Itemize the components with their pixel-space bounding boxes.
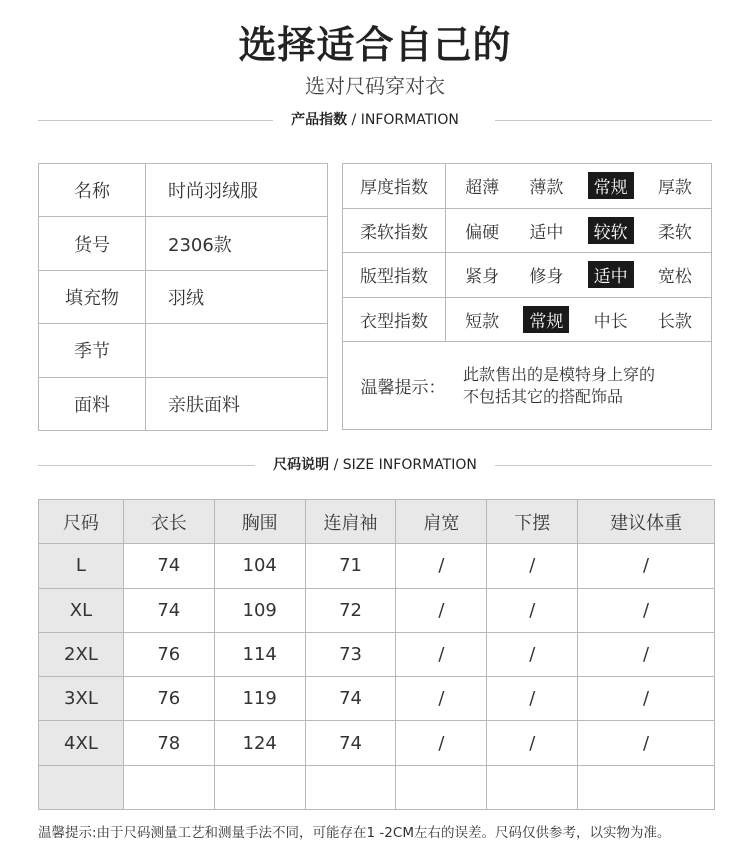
info-row	[39, 324, 328, 377]
size-value-cell: 109	[214, 588, 305, 632]
index-label: 柔软指数	[343, 209, 446, 253]
size-value-cell: /	[578, 544, 715, 588]
product-section-label-en: / INFORMATION	[347, 112, 459, 128]
size-value-cell: /	[396, 544, 487, 588]
index-label: 厚度指数	[343, 164, 446, 208]
index-option: 偏硬	[465, 222, 500, 243]
index-option: 修身	[529, 267, 564, 288]
size-label-cell	[39, 765, 124, 809]
size-value-cell	[305, 765, 396, 809]
index-option: 超薄	[465, 178, 500, 199]
index-options	[446, 306, 711, 333]
info-value: 羽绒	[146, 270, 328, 323]
size-label-cell: XL	[39, 588, 124, 632]
index-option: 适中	[529, 222, 564, 243]
page-subtitle: 选对尺码穿对衣	[305, 74, 445, 98]
tip-label: 温馨提示：	[360, 378, 446, 398]
size-value-cell: 78	[123, 721, 214, 765]
size-label-cell: 3XL	[39, 677, 124, 721]
size-value-cell	[396, 765, 487, 809]
product-info-table	[38, 163, 328, 431]
index-option: 短款	[465, 311, 500, 332]
size-header-cell: 下摆	[487, 500, 578, 544]
index-option-selected: 适中	[588, 261, 634, 288]
size-row	[39, 677, 715, 721]
size-row	[39, 544, 715, 588]
size-row	[39, 765, 715, 809]
info-value	[146, 324, 328, 377]
size-value-cell: 76	[123, 677, 214, 721]
size-value-cell: /	[578, 721, 715, 765]
index-options	[446, 261, 711, 288]
size-value-cell: 72	[305, 588, 396, 632]
size-table-header	[39, 500, 715, 544]
index-option-selected: 常规	[588, 172, 634, 199]
footer-note: 温馨提示:由于尺码测量工艺和测量手法不同，可能存在1 -2CM左右的误差。尺码仅供参考，以实物为准。	[38, 825, 671, 841]
size-value-cell: 104	[214, 544, 305, 588]
info-key: 货号	[39, 217, 146, 270]
index-option: 紧身	[465, 267, 500, 288]
tip-row	[343, 342, 711, 429]
size-value-cell	[487, 765, 578, 809]
size-value-cell	[214, 765, 305, 809]
size-row	[39, 721, 715, 765]
size-label-cell: L	[39, 544, 124, 588]
index-row	[343, 209, 711, 254]
size-section-label-cn: 尺码说明	[273, 457, 330, 473]
index-option: 薄款	[529, 178, 564, 199]
size-value-cell: /	[487, 544, 578, 588]
index-option: 中长	[593, 311, 628, 332]
index-label: 衣型指数	[343, 298, 446, 342]
info-row	[39, 377, 328, 430]
tip-line-1: 此款售出的是模特身上穿的	[463, 364, 656, 384]
size-header-cell: 胸围	[214, 500, 305, 544]
size-value-cell: /	[487, 677, 578, 721]
size-value-cell: /	[487, 632, 578, 676]
size-section-label-en: / SIZE INFORMATION	[329, 457, 477, 473]
size-value-cell: 74	[123, 588, 214, 632]
index-option: 宽松	[657, 267, 692, 288]
size-header-cell: 尺码	[39, 500, 124, 544]
size-value-cell	[578, 765, 715, 809]
size-value-cell: /	[396, 588, 487, 632]
index-option: 长款	[657, 311, 692, 332]
info-row	[39, 164, 328, 217]
size-header-cell: 肩宽	[396, 500, 487, 544]
index-option-selected: 常规	[523, 306, 569, 333]
info-row	[39, 217, 328, 270]
size-value-cell: /	[396, 721, 487, 765]
size-value-cell: /	[396, 632, 487, 676]
index-row	[343, 253, 711, 298]
size-value-cell: 74	[123, 544, 214, 588]
product-section-label-cn: 产品指数	[291, 112, 348, 128]
size-value-cell: 119	[214, 677, 305, 721]
info-value: 亲肤面料	[146, 377, 328, 430]
index-options	[446, 217, 711, 244]
size-value-cell: /	[487, 721, 578, 765]
size-header-cell: 连肩袖	[305, 500, 396, 544]
size-value-cell	[123, 765, 214, 809]
size-label-cell: 2XL	[39, 632, 124, 676]
size-table	[38, 499, 715, 810]
index-label: 版型指数	[343, 253, 446, 297]
index-option: 厚款	[657, 178, 692, 199]
size-label-cell: 4XL	[39, 721, 124, 765]
size-value-cell: 74	[305, 677, 396, 721]
size-value-cell: /	[487, 588, 578, 632]
size-value-cell: /	[578, 588, 715, 632]
index-option-selected: 较软	[588, 217, 634, 244]
size-section-header	[38, 455, 712, 475]
size-value-cell: 74	[305, 721, 396, 765]
size-value-cell: 73	[305, 632, 396, 676]
size-row	[39, 588, 715, 632]
size-value-cell: /	[578, 677, 715, 721]
index-row	[343, 164, 711, 209]
info-key: 填充物	[39, 270, 146, 323]
info-key: 季节	[39, 324, 146, 377]
tip-text	[463, 364, 655, 408]
tip-line-2: 不包括其它的搭配饰品	[463, 386, 624, 406]
product-section-label	[38, 110, 712, 130]
page-title: 选择适合自己的	[238, 23, 512, 67]
size-header-cell: 衣长	[123, 500, 214, 544]
size-section-label	[38, 455, 712, 475]
index-row	[343, 298, 711, 343]
size-value-cell: 114	[214, 632, 305, 676]
size-value-cell: 71	[305, 544, 396, 588]
size-header-cell: 建议体重	[578, 500, 715, 544]
size-value-cell: 76	[123, 632, 214, 676]
index-option: 柔软	[657, 222, 692, 243]
info-key: 名称	[39, 164, 146, 217]
size-value-cell: /	[396, 677, 487, 721]
product-index-panel	[342, 163, 712, 430]
product-section-header	[38, 110, 712, 130]
info-key: 面料	[39, 377, 146, 430]
size-value-cell: 124	[214, 721, 305, 765]
info-value: 时尚羽绒服	[146, 164, 328, 217]
size-row	[39, 632, 715, 676]
size-value-cell: /	[578, 632, 715, 676]
index-options	[446, 172, 711, 199]
info-value: 2306款	[146, 217, 328, 270]
info-row	[39, 270, 328, 323]
